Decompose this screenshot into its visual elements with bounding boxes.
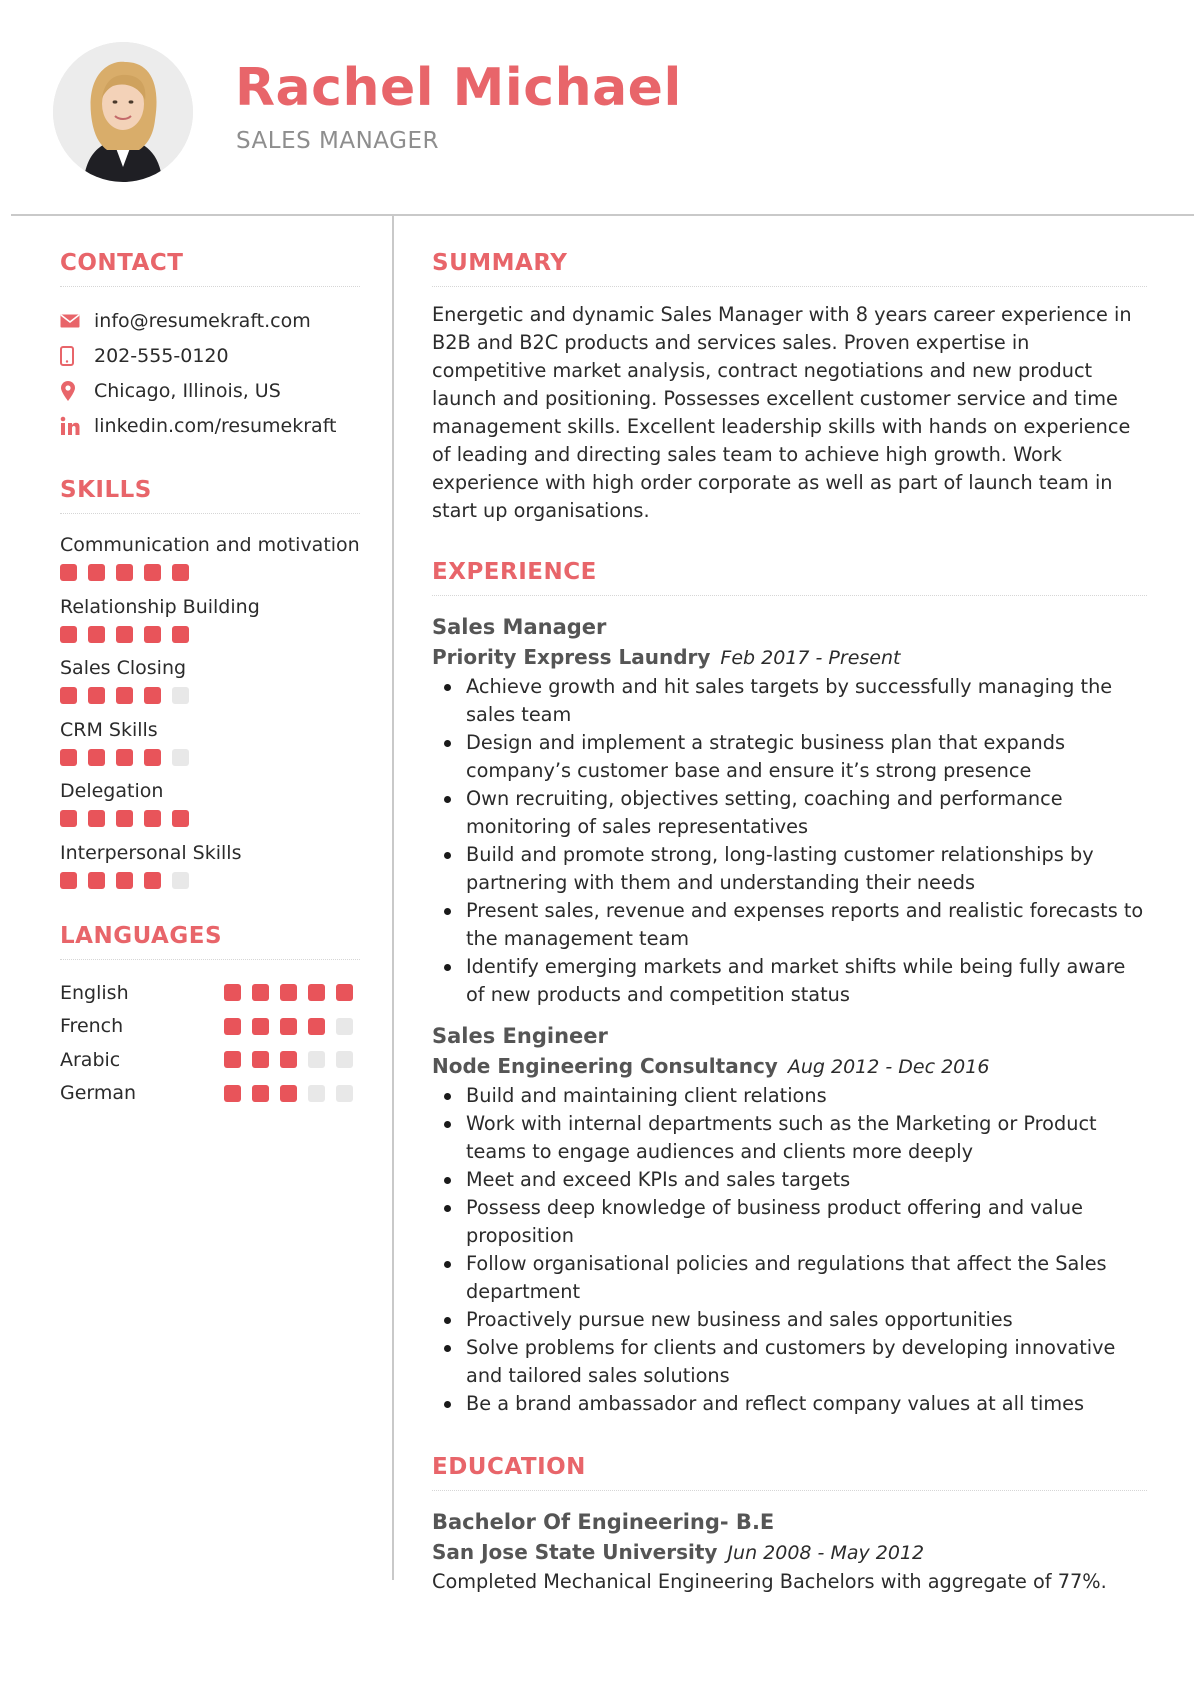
rating-dot-filled bbox=[224, 984, 241, 1001]
job-bullets bbox=[432, 1082, 1147, 1418]
list-item: Be a brand ambassador and reflect company values at all times bbox=[466, 1390, 1147, 1418]
rating-dot-empty bbox=[336, 1051, 353, 1068]
language-item bbox=[60, 976, 360, 1010]
rating-dot-filled bbox=[144, 872, 161, 889]
rating-dot-filled bbox=[172, 810, 189, 827]
list-item: Present sales, revenue and expenses reports and realistic forecasts to the management team bbox=[466, 897, 1147, 953]
rating-dot-filled bbox=[224, 1085, 241, 1102]
language-item bbox=[60, 1010, 360, 1044]
skill-item bbox=[60, 840, 360, 902]
rating-dot-filled bbox=[116, 749, 133, 766]
phone-icon bbox=[60, 345, 94, 367]
rating-dot-empty bbox=[336, 1085, 353, 1102]
rating-dot-empty bbox=[172, 687, 189, 704]
rating-dot-filled bbox=[144, 626, 161, 643]
rating-dot-empty bbox=[308, 1085, 325, 1102]
rating-dot-filled bbox=[280, 984, 297, 1001]
contact-email-text: info@resumekraft.com bbox=[94, 309, 311, 332]
list-item: Identify emerging markets and market shifts while being fully aware of new products and competition status bbox=[466, 953, 1147, 1009]
rating-dots bbox=[224, 984, 353, 1001]
skill-item bbox=[60, 532, 360, 594]
contact-location bbox=[60, 373, 360, 408]
rating-dot-filled bbox=[144, 810, 161, 827]
skill-name: Interpersonal Skills bbox=[60, 841, 242, 864]
rating-dot-filled bbox=[116, 626, 133, 643]
rating-dot-filled bbox=[252, 1051, 269, 1068]
skill-item bbox=[60, 655, 360, 717]
rating-dots bbox=[60, 626, 360, 643]
linkedin-icon bbox=[60, 415, 94, 437]
rating-dot-empty bbox=[336, 1018, 353, 1035]
rating-dot-filled bbox=[88, 749, 105, 766]
job-dates: Feb 2017 - Present bbox=[720, 647, 901, 669]
rating-dot-filled bbox=[88, 687, 105, 704]
languages-list bbox=[60, 976, 360, 1110]
rating-dot-filled bbox=[252, 1018, 269, 1035]
education-heading: EDUCATION bbox=[432, 1454, 1147, 1491]
contact-heading: CONTACT bbox=[60, 250, 360, 287]
language-item bbox=[60, 1043, 360, 1077]
experience-heading: EXPERIENCE bbox=[432, 559, 1147, 596]
list-item: Solve problems for clients and customers by developing innovative and tailored sales solutions bbox=[466, 1334, 1147, 1390]
contact-list bbox=[60, 303, 360, 443]
job-bullets bbox=[432, 673, 1147, 1009]
job-dates: Aug 2012 - Dec 2016 bbox=[787, 1056, 990, 1078]
contact-phone-text: 202-555-0120 bbox=[94, 344, 229, 367]
skill-name: Sales Closing bbox=[60, 657, 187, 679]
rating-dot-filled bbox=[280, 1018, 297, 1035]
envelope-icon bbox=[60, 310, 94, 332]
language-item bbox=[60, 1077, 360, 1111]
language-name: English bbox=[60, 981, 129, 1004]
list-item: Possess deep knowledge of business product offering and value proposition bbox=[466, 1194, 1147, 1250]
rating-dot-filled bbox=[336, 984, 353, 1001]
job-entry bbox=[432, 612, 1147, 1009]
rating-dot-filled bbox=[88, 810, 105, 827]
resume-header bbox=[0, 0, 1200, 215]
job-company-line bbox=[432, 642, 1147, 673]
rating-dot-filled bbox=[280, 1085, 297, 1102]
location-pin-icon bbox=[60, 380, 94, 402]
profile-photo bbox=[53, 42, 193, 182]
job-entry bbox=[432, 1021, 1147, 1418]
skill-name: CRM Skills bbox=[60, 718, 158, 741]
rating-dots bbox=[60, 872, 360, 889]
skills-heading: SKILLS bbox=[60, 477, 360, 514]
rating-dot-filled bbox=[88, 872, 105, 889]
rating-dot-filled bbox=[308, 1018, 325, 1035]
rating-dot-filled bbox=[308, 984, 325, 1001]
rating-dots bbox=[224, 1085, 353, 1102]
language-name: German bbox=[60, 1082, 137, 1105]
rating-dot-filled bbox=[172, 564, 189, 581]
rating-dot-filled bbox=[88, 564, 105, 581]
education-dates: Jun 2008 - May 2012 bbox=[727, 1542, 925, 1564]
summary-text: Energetic and dynamic Sales Manager with 8 years career experience in B2B and B2C products and services sales. Proven expertise in competitive market analysis, contract negotiations and new product launch and positioning. Possesses excellent customer service and time management skills. Excellent leadership skills with hands on experience of leading and directing sales team to achieve high growth. Work experience with high order corporate as well as part of launch team in start up organisations. bbox=[432, 303, 1132, 522]
job-company: Priority Express Laundry bbox=[432, 645, 711, 669]
education-school-line bbox=[432, 1537, 1147, 1568]
rating-dots bbox=[60, 749, 360, 766]
rating-dot-filled bbox=[60, 872, 77, 889]
rating-dot-filled bbox=[224, 1018, 241, 1035]
contact-email[interactable] bbox=[60, 303, 360, 338]
rating-dot-filled bbox=[116, 810, 133, 827]
skill-name: Delegation bbox=[60, 780, 164, 802]
skill-name: Relationship Building bbox=[60, 595, 260, 618]
list-item: Follow organisational policies and regulations that affect the Sales department bbox=[466, 1250, 1147, 1306]
profile-portrait-image bbox=[53, 42, 193, 182]
contact-linkedin[interactable] bbox=[60, 408, 360, 443]
column-divider bbox=[392, 215, 394, 1580]
language-name: Arabic bbox=[60, 1048, 121, 1071]
rating-dot-filled bbox=[144, 564, 161, 581]
list-item: Design and implement a strategic business plan that expands company’s customer base and ensure it’s strong presence bbox=[466, 729, 1147, 785]
rating-dot-filled bbox=[116, 872, 133, 889]
rating-dot-filled bbox=[60, 749, 77, 766]
summary-heading: SUMMARY bbox=[432, 250, 1147, 287]
rating-dots bbox=[224, 1051, 353, 1068]
skill-item bbox=[60, 717, 360, 779]
header-divider bbox=[11, 214, 1194, 216]
rating-dot-filled bbox=[60, 626, 77, 643]
skill-item bbox=[60, 778, 360, 840]
list-item: Build and promote strong, long-lasting customer relationships by partnering with them and understanding their needs bbox=[466, 841, 1147, 897]
job-title: Sales Engineer bbox=[432, 1024, 608, 1048]
list-item: Proactively pursue new business and sales opportunities bbox=[466, 1306, 1147, 1334]
job-company: Node Engineering Consultancy bbox=[432, 1054, 778, 1078]
rating-dot-filled bbox=[252, 984, 269, 1001]
rating-dot-filled bbox=[280, 1051, 297, 1068]
languages-heading: LANGUAGES bbox=[60, 923, 360, 960]
skills-list bbox=[60, 532, 360, 901]
rating-dots bbox=[60, 810, 360, 827]
rating-dot-filled bbox=[252, 1085, 269, 1102]
education-description: Completed Mechanical Engineering Bachelors with aggregate of 77%. bbox=[432, 1570, 1107, 1593]
rating-dot-filled bbox=[144, 749, 161, 766]
rating-dot-filled bbox=[60, 687, 77, 704]
education-entry bbox=[432, 1507, 1147, 1596]
rating-dots bbox=[60, 687, 360, 704]
rating-dots bbox=[60, 564, 360, 581]
rating-dot-empty bbox=[308, 1051, 325, 1068]
rating-dot-filled bbox=[60, 564, 77, 581]
rating-dot-filled bbox=[60, 810, 77, 827]
skill-item bbox=[60, 594, 360, 656]
list-item: Achieve growth and hit sales targets by successfully managing the sales team bbox=[466, 673, 1147, 729]
language-name: French bbox=[60, 1015, 124, 1038]
candidate-title: SALES MANAGER bbox=[236, 128, 439, 154]
rating-dot-filled bbox=[172, 626, 189, 643]
contact-location-text: Chicago, Illinois, US bbox=[94, 379, 281, 402]
list-item: Own recruiting, objectives setting, coaching and performance monitoring of sales representatives bbox=[466, 785, 1147, 841]
rating-dot-empty bbox=[172, 872, 189, 889]
job-title: Sales Manager bbox=[432, 615, 607, 639]
right-column bbox=[432, 250, 1147, 1596]
rating-dot-filled bbox=[88, 626, 105, 643]
contact-phone[interactable] bbox=[60, 338, 360, 373]
list-item: Meet and exceed KPIs and sales targets bbox=[466, 1166, 1147, 1194]
education-degree: Bachelor Of Engineering- B.E bbox=[432, 1510, 775, 1534]
candidate-name: Rachel Michael bbox=[235, 58, 682, 118]
rating-dot-empty bbox=[172, 749, 189, 766]
rating-dots bbox=[224, 1018, 353, 1035]
rating-dot-filled bbox=[116, 564, 133, 581]
skill-name: Communication and motivation bbox=[60, 534, 360, 556]
left-column bbox=[60, 250, 360, 1110]
rating-dot-filled bbox=[116, 687, 133, 704]
list-item: Work with internal departments such as the Marketing or Product teams to engage audiences and clients more deeply bbox=[466, 1110, 1147, 1166]
contact-linkedin-text: linkedin.com/resumekraft bbox=[94, 414, 337, 437]
rating-dot-filled bbox=[224, 1051, 241, 1068]
list-item: Build and maintaining client relations bbox=[466, 1082, 1147, 1110]
job-company-line bbox=[432, 1051, 1147, 1082]
rating-dot-filled bbox=[144, 687, 161, 704]
education-school: San Jose State University bbox=[432, 1540, 718, 1564]
